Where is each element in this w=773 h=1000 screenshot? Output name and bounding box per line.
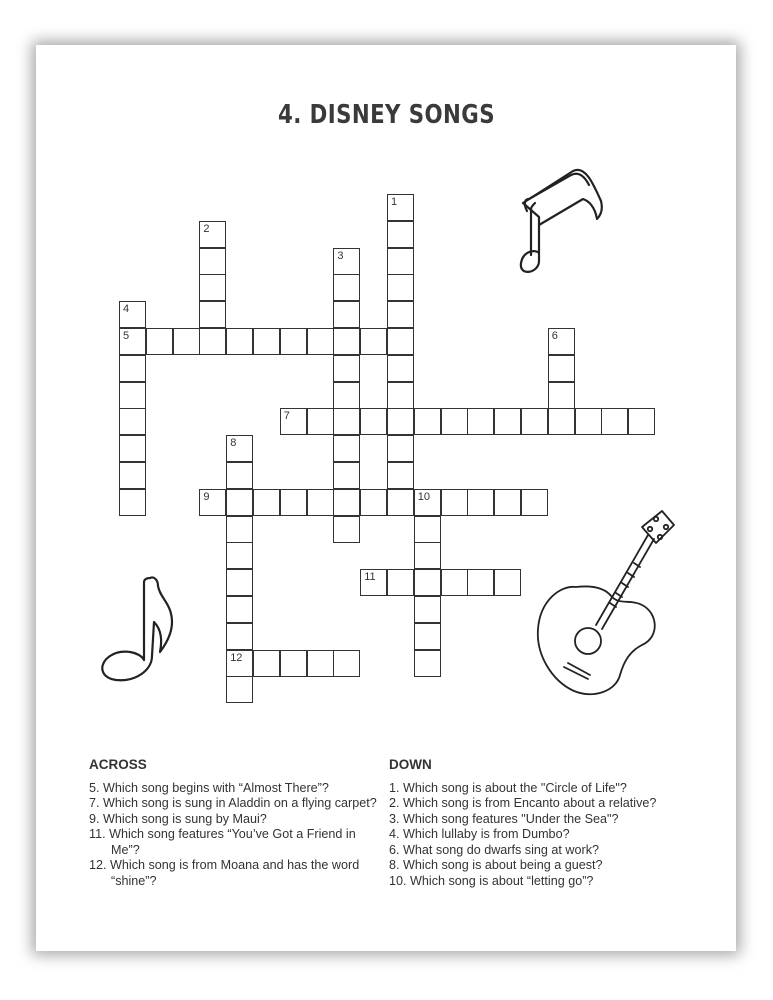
- ukulele-icon: [530, 505, 680, 705]
- clue-number: 4: [123, 303, 130, 316]
- grid-cell[interactable]: [494, 569, 521, 596]
- grid-cell[interactable]: [628, 408, 655, 435]
- grid-cell[interactable]: [441, 489, 468, 516]
- grid-cell[interactable]: [387, 328, 414, 355]
- grid-cell[interactable]: [333, 435, 360, 462]
- grid-cell[interactable]: [307, 489, 334, 516]
- clue-number: 8: [230, 437, 237, 450]
- grid-cell[interactable]: [387, 355, 414, 382]
- clue-number: 7: [283, 410, 290, 423]
- grid-cell[interactable]: [119, 435, 146, 462]
- grid-cell[interactable]: [387, 435, 414, 462]
- grid-cell[interactable]: [494, 489, 521, 516]
- grid-cell[interactable]: [548, 408, 575, 435]
- grid-cell[interactable]: [467, 408, 494, 435]
- grid-cell[interactable]: [253, 328, 280, 355]
- grid-cell[interactable]: [467, 489, 494, 516]
- grid-cell[interactable]: [226, 569, 253, 596]
- grid-cell[interactable]: [333, 650, 360, 677]
- grid-cell[interactable]: [119, 355, 146, 382]
- grid-cell[interactable]: [280, 328, 307, 355]
- grid-cell[interactable]: [387, 301, 414, 328]
- grid-cell[interactable]: [521, 408, 548, 435]
- grid-cell[interactable]: [226, 516, 253, 543]
- down-clue: 3. Which song features "Under the Sea"?: [389, 811, 619, 826]
- down-clue: 8. Which song is about being a guest?: [389, 858, 603, 872]
- across-clue: 7. Which song is sung in Aladdin on a flying carpet?: [89, 796, 377, 810]
- grid-cell[interactable]: [333, 489, 360, 516]
- grid-cell[interactable]: [387, 408, 414, 435]
- grid-cell[interactable]: [333, 355, 360, 382]
- grid-cell[interactable]: [199, 328, 226, 355]
- grid-cell[interactable]: [119, 408, 146, 435]
- grid-cell[interactable]: [548, 355, 575, 382]
- down-clue: 10. Which song is about “letting go”?: [389, 873, 594, 888]
- down-clue: 4. Which lullaby is from Dumbo?: [389, 827, 570, 841]
- grid-cell[interactable]: [333, 301, 360, 328]
- grid-cell[interactable]: [360, 328, 387, 355]
- across-clue: 5. Which song begins with “Almost There”?: [89, 780, 329, 795]
- grid-cell[interactable]: [226, 596, 253, 623]
- grid-cell[interactable]: [333, 516, 360, 543]
- grid-cell[interactable]: [253, 650, 280, 677]
- grid-cell[interactable]: [146, 328, 173, 355]
- across-heading: ACROSS: [89, 757, 147, 772]
- grid-cell[interactable]: [441, 569, 468, 596]
- grid-cell[interactable]: [414, 542, 441, 569]
- music-note-icon: [515, 163, 615, 278]
- grid-cell[interactable]: [333, 408, 360, 435]
- grid-cell[interactable]: [119, 382, 146, 409]
- grid-cell[interactable]: [414, 408, 441, 435]
- eighth-note-icon: [96, 572, 181, 687]
- grid-cell[interactable]: [119, 489, 146, 516]
- grid-cell[interactable]: [548, 382, 575, 409]
- grid-cell[interactable]: [414, 569, 441, 596]
- grid-cell[interactable]: [387, 382, 414, 409]
- clue-number: 2: [203, 222, 210, 235]
- page-title: 4. DISNEY SONGS: [278, 100, 495, 130]
- grid-cell[interactable]: [307, 408, 334, 435]
- down-heading: DOWN: [389, 757, 432, 772]
- clue-number: 9: [203, 490, 210, 503]
- grid-cell[interactable]: [226, 676, 253, 703]
- grid-cell[interactable]: [601, 408, 628, 435]
- grid-cell[interactable]: [307, 328, 334, 355]
- grid-cell[interactable]: [253, 489, 280, 516]
- clue-number: 6: [551, 330, 558, 342]
- grid-cell[interactable]: [119, 462, 146, 489]
- down-clue: 1. Which song is about the "Circle of Life"?: [389, 780, 627, 795]
- grid-cell[interactable]: [173, 328, 200, 355]
- grid-cell[interactable]: [226, 623, 253, 650]
- grid-cell[interactable]: [387, 569, 414, 596]
- grid-cell[interactable]: [280, 650, 307, 677]
- grid-cell[interactable]: [333, 328, 360, 355]
- grid-cell[interactable]: [360, 489, 387, 516]
- grid-cell[interactable]: [307, 650, 334, 677]
- grid-cell[interactable]: [387, 489, 414, 516]
- across-clues: [89, 757, 384, 889]
- grid-cell[interactable]: [387, 462, 414, 489]
- clue-number: 12: [230, 651, 243, 664]
- down-clue: 6. What song do dwarfs sing at work?: [389, 842, 599, 857]
- grid-cell[interactable]: [387, 221, 414, 248]
- across-clue: 9. Which song is sung by Maui?: [89, 811, 267, 826]
- grid-cell[interactable]: [414, 596, 441, 623]
- grid-cell[interactable]: [226, 462, 253, 489]
- clue-number: 3: [337, 249, 344, 262]
- clue-number: 5: [123, 330, 130, 342]
- across-clue: 12. Which song is from Moana and has the word “shine”?: [89, 858, 360, 888]
- grid-cell[interactable]: [467, 569, 494, 596]
- grid-cell[interactable]: [414, 516, 441, 543]
- clue-number: 11: [364, 571, 376, 584]
- grid-cell[interactable]: [199, 301, 226, 328]
- across-clue: 11. Which song features “You’ve Got a Friend in Me”?: [89, 827, 356, 857]
- grid-cell[interactable]: [360, 408, 387, 435]
- grid-cell[interactable]: [575, 408, 602, 435]
- grid-cell[interactable]: [226, 489, 253, 516]
- grid-cell[interactable]: [280, 489, 307, 516]
- grid-cell[interactable]: [441, 408, 468, 435]
- grid-cell[interactable]: [226, 542, 253, 569]
- grid-cell[interactable]: [387, 274, 414, 301]
- grid-cell[interactable]: [199, 274, 226, 301]
- grid-cell[interactable]: [387, 248, 414, 275]
- grid-cell[interactable]: [333, 382, 360, 409]
- down-clue: 2. Which song is from Encanto about a relative?: [389, 796, 657, 810]
- grid-cell[interactable]: [199, 248, 226, 275]
- grid-cell[interactable]: [414, 623, 441, 650]
- grid-cell[interactable]: [333, 462, 360, 489]
- grid-cell[interactable]: [494, 408, 521, 435]
- clue-number: 10: [417, 490, 431, 503]
- down-clues: [389, 757, 689, 889]
- grid-cell[interactable]: [226, 328, 253, 355]
- grid-cell[interactable]: [414, 650, 441, 677]
- clue-number: 1: [391, 196, 398, 208]
- grid-cell[interactable]: [333, 274, 360, 301]
